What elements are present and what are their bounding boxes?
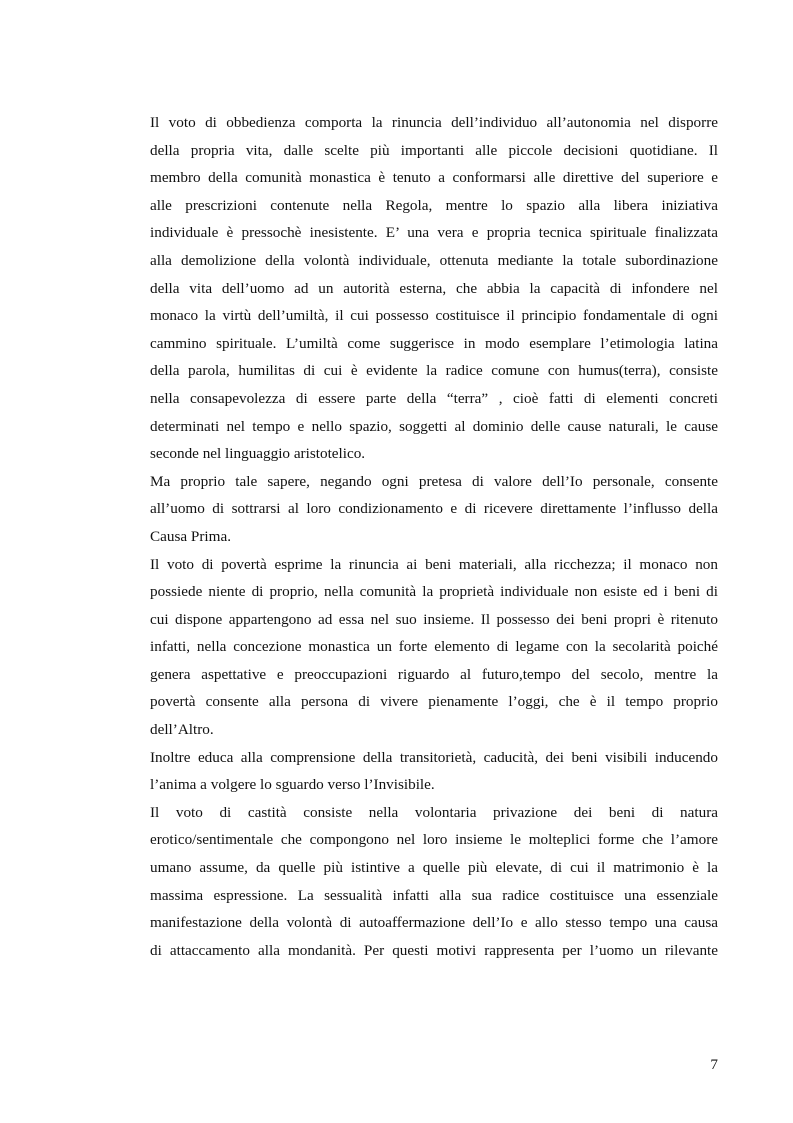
text-line: della propria vita, dalle scelte più importanti alle piccole decisioni quotidiane. Il <box>150 141 718 159</box>
text-line: Inoltre educa alla comprensione della transitorietà, caducità, dei beni visibili inducendo <box>150 748 718 766</box>
text-line: seconde nel linguaggio aristotelico. <box>150 445 366 463</box>
text-line: Ma proprio tale sapere, negando ogni pretesa di valore dell’Io personale, consente <box>150 472 718 490</box>
text-line: umano assume, da quelle più istintive a quelle più elevate, di cui il matrimonio è la <box>150 859 718 877</box>
text-line: all’uomo di sottrarsi al loro condizionamento e di ricevere direttamente l’influsso della <box>150 500 718 518</box>
text-line: nella consapevolezza di essere parte della “terra” , cioè fatti di elementi concreti <box>150 389 718 407</box>
text-line: individuale è pressochè inesistente. E’ una vera e propria tecnica spirituale finalizzata <box>150 224 718 242</box>
text-line: determinati nel tempo e nello spazio, soggetti al dominio delle cause naturali, le cause <box>150 417 718 435</box>
body-text <box>150 109 718 964</box>
text-line: l’anima a volgere lo sguardo verso l’Invisibile. <box>150 776 435 794</box>
text-line: monaco la virtù dell’umiltà, il cui possesso costituisce il principio fondamentale di ogni <box>150 307 718 325</box>
text-line: povertà consente alla persona di vivere pienamente l’oggi, che è il tempo proprio <box>150 693 718 711</box>
text-line: cammino spirituale. L’umiltà come suggerisce in modo esemplare l’etimologia latina <box>150 334 718 352</box>
text-line: alla demolizione della volontà individuale, ottenuta mediante la totale subordinazione <box>150 251 718 269</box>
text-line: della vita dell’uomo ad un autorità esterna, che abbia la capacità di infondere nel <box>150 279 718 297</box>
text-line: della parola, humilitas di cui è evidente la radice comune con humus(terra), consiste <box>150 362 718 380</box>
text-line: membro della comunità monastica è tenuto a conformarsi alle direttive del superiore e <box>150 169 718 187</box>
text-line: possiede niente di proprio, nella comunità la proprietà individuale non esiste ed i beni di <box>150 583 718 601</box>
text-line: cui dispone appartengono ad essa nel suo insieme. Il possesso dei beni propri è ritenuto <box>150 610 718 628</box>
text-line: Il voto di povertà esprime la rinuncia ai beni materiali, alla ricchezza; il monaco non <box>150 555 718 573</box>
text-line: massima espressione. La sessualità infatti alla sua radice costituisce una essenziale <box>150 886 718 904</box>
text-line: Il voto di castità consiste nella volontaria privazione dei beni di natura <box>150 803 718 821</box>
page-number: 7 <box>710 1056 718 1073</box>
text-line: genera aspettative e preoccupazioni riguardo al futuro,tempo del secolo, mentre la <box>150 665 718 683</box>
text-line: dell’Altro. <box>150 721 214 739</box>
text-line: Causa Prima. <box>150 527 231 545</box>
text-line: Il voto di obbedienza comporta la rinuncia dell’individuo all’autonomia nel disporre <box>150 114 718 131</box>
text-line: infatti, nella concezione monastica un forte elemento di legame con la secolarità poiché <box>150 638 718 656</box>
text-line: manifestazione della volontà di autoaffermazione dell’Io e allo stesso tempo una causa <box>150 914 718 932</box>
text-line: alle prescrizioni contenute nella Regola, mentre lo spazio alla libera iniziativa <box>150 196 718 214</box>
text-line: di attaccamento alla mondanità. Per questi motivi rappresenta per l’uomo un rilevante <box>150 941 718 959</box>
text-line: erotico/sentimentale che compongono nel loro insieme le molteplici forme che l’amore <box>150 831 718 849</box>
